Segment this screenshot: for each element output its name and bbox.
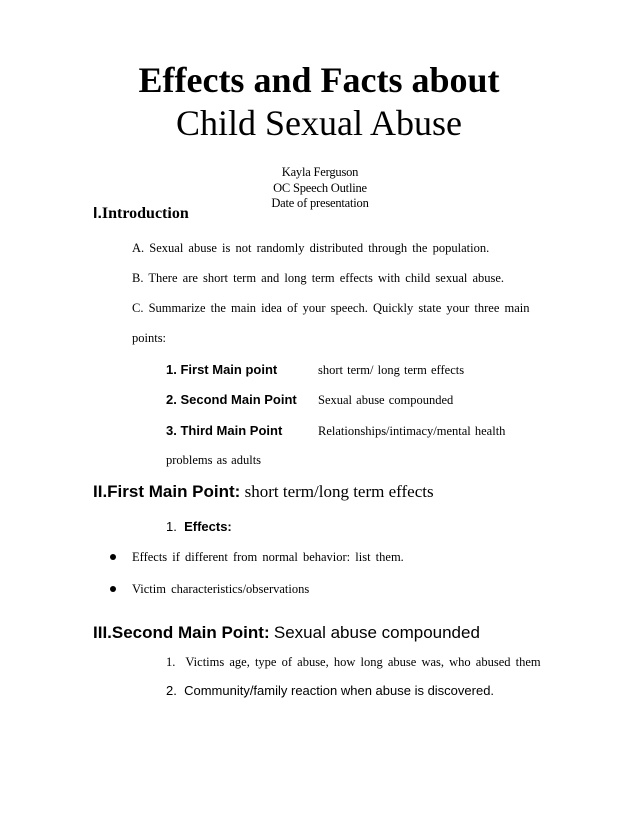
second-point-item-2	[166, 683, 494, 699]
section-text: Sexual abuse compounded	[273, 623, 480, 642]
main-point-2-desc: Sexual abuse compounded	[318, 393, 454, 407]
subheading-text: Effects:	[184, 519, 232, 534]
section-heading-first-main-point	[93, 481, 434, 503]
main-point-3-desc: Relationships/intimacy/mental health	[318, 424, 506, 438]
section-title: Introduction	[101, 205, 189, 222]
bullet-dot-icon	[110, 586, 116, 592]
bullet-item-2: Victim characteristics/observations	[132, 582, 310, 596]
item-marker: C.	[132, 301, 144, 315]
bullet-item-1: Effects if different from normal behavior: list them.	[132, 550, 404, 564]
section-heading-introduction	[93, 204, 189, 224]
title-line-2: Child Sexual Abuse	[176, 103, 462, 143]
title-line-1: Effects and Facts about	[138, 60, 500, 100]
item-text: points:	[132, 331, 167, 345]
effects-subheading	[166, 519, 232, 535]
item-text: Sexual abuse is not randomly distributed through the population.	[149, 241, 490, 255]
item-marker: B.	[132, 271, 144, 285]
main-point-1-label: 1. First Main point	[166, 362, 278, 377]
item-text: Victims age, type of abuse, how long abuse was, who abused them	[185, 655, 541, 669]
main-point-1-desc: short term/ long term effects	[318, 363, 465, 377]
section-heading-second-main-point	[93, 622, 480, 644]
section-label: II.First Main Point:	[93, 482, 241, 501]
section-numeral: I.	[93, 205, 102, 222]
section-label: III.Second Main Point:	[93, 623, 270, 642]
intro-item-c	[132, 300, 530, 316]
course-name: OC Speech Outline	[273, 181, 367, 195]
intro-item-b	[132, 270, 504, 286]
author-name: Kayla Ferguson	[281, 165, 359, 179]
item-text: Community/family reaction when abuse is discovered.	[184, 683, 495, 698]
item-text: There are short term and long term effects with child sexual abuse.	[148, 271, 505, 285]
item-text: Summarize the main idea of your speech. Quickly state your three main	[148, 301, 530, 315]
main-point-2-label: 2. Second Main Point	[166, 392, 297, 407]
main-point-3-desc-continued: problems as adults	[166, 453, 262, 467]
section-text: short term/long term effects	[244, 482, 434, 501]
second-point-item-1	[166, 654, 541, 670]
item-number: 1.	[166, 655, 176, 669]
bullet-dot-icon	[110, 554, 116, 560]
item-marker: A.	[132, 241, 145, 255]
intro-item-c-continued	[132, 330, 166, 346]
presentation-date: Date of presentation	[271, 196, 369, 210]
intro-item-a	[132, 240, 489, 256]
item-number: 2.	[166, 683, 177, 698]
subheading-number: 1.	[166, 519, 177, 534]
main-point-3-label: 3. Third Main Point	[166, 423, 283, 438]
